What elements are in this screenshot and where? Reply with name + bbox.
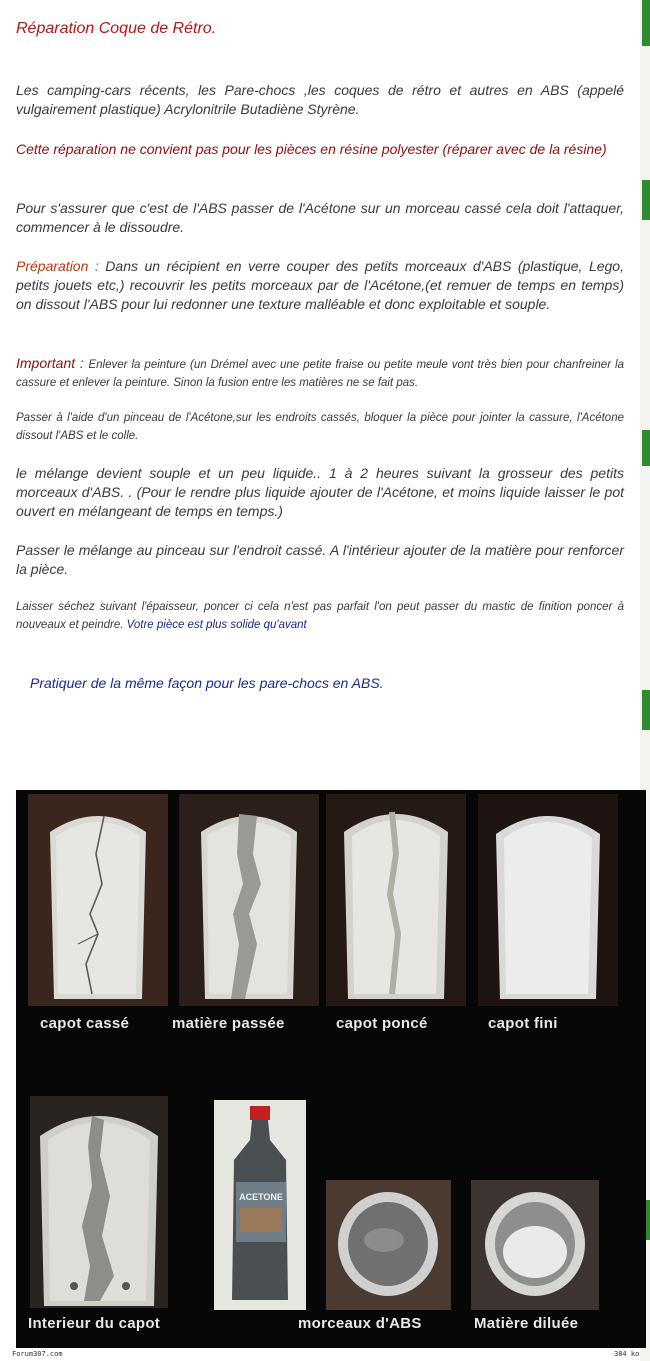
finished-cover-photo bbox=[478, 794, 618, 1006]
caption-abs-pieces: morceaux d'ABS bbox=[298, 1315, 422, 1332]
brush-paragraph: Passer à l'aide d'un pinceau de l'Acétone,sur les endroits cassés, bloquer la pièce pour jointer la cassure, l'Acétone dissout l'ABS et le colle. bbox=[16, 412, 624, 442]
caption-sanded-cover: capot poncé bbox=[336, 1015, 428, 1032]
mix-paragraph: le mélange devient souple et un peu liquide.. 1 à 2 heures suivant la grosseur des petits morceaux d'ABS. . (Pour le rendre plus liquide ajouter de l'Acétone, et moins liquide laisser le pot ouvert en mélangeant de temps en temps.) bbox=[16, 465, 624, 519]
footer-size: 384 ko bbox=[614, 1350, 640, 1358]
edge-tab bbox=[642, 690, 650, 730]
caption-broken-cover: capot cassé bbox=[40, 1015, 130, 1032]
bottle-label-text: ACETONE bbox=[239, 1192, 283, 1202]
sanded-cover-photo bbox=[326, 794, 466, 1006]
apply-paragraph: Passer le mélange au pinceau sur l'endroit cassé. A l'intérieur ajouter de la matière pour renforcer la pièce. bbox=[16, 542, 624, 577]
caption-material-applied: matière passée bbox=[172, 1015, 285, 1032]
acetone-bottle-photo bbox=[214, 1100, 306, 1310]
caption-diluted-material: Matière diluée bbox=[474, 1315, 579, 1332]
abs-pieces-photo bbox=[326, 1180, 451, 1310]
page-title: Réparation Coque de Rétro. bbox=[16, 20, 217, 37]
preparation-label: Préparation : bbox=[16, 258, 106, 274]
photo-panel bbox=[16, 790, 646, 1348]
edge-tab bbox=[642, 0, 650, 46]
warning-paragraph: Cette réparation ne convient pas pour les pièces en résine polyester (réparer avec de la résine) bbox=[16, 141, 607, 157]
edge-tab bbox=[642, 180, 650, 220]
important-label: Important : bbox=[16, 355, 89, 371]
preparation-text: Dans un récipient en verre couper des petits morceaux d'ABS (plastique, Lego, petits jouets etc,) recouvrir les petits morceaux par de l'Acétone,(et remuer de temps en temps) on dissout l'ABS pour lui redonner une texture malléable et donc exploitable et souple. bbox=[16, 258, 624, 312]
dry-text: Laisser séchez suivant l'épaisseur, poncer ci cela n'est pas parfait l'on peut passer du mastic de finition poncer à nouveaux et peindre. bbox=[16, 601, 624, 631]
dry-highlight: Votre pièce est plus solide qu'avant bbox=[126, 619, 307, 631]
caption-finished-cover: capot fini bbox=[488, 1015, 558, 1032]
footer-source: Forum307.com bbox=[12, 1350, 63, 1358]
dry-paragraph bbox=[16, 598, 624, 634]
edge-tab bbox=[642, 430, 650, 466]
diluted-material-photo bbox=[471, 1180, 599, 1310]
broken-cover-photo bbox=[28, 794, 168, 1006]
important-paragraph bbox=[16, 354, 624, 392]
preparation-paragraph bbox=[16, 257, 624, 314]
check-paragraph: Pour s'assurer que c'est de l'ABS passer de l'Acétone sur un morceau cassé cela doit l'attaquer, commencer à le dissoudre. bbox=[16, 200, 624, 235]
material-applied-photo bbox=[179, 794, 319, 1006]
caption-cover-interior: Interieur du capot bbox=[28, 1315, 161, 1332]
important-text: Enlever la peinture (un Drémel avec une petite fraise ou petite meule vont très bien pour chanfreiner la cassure et enlever la peinture. Sinon la fusion entre les matières ne se fait pas. bbox=[16, 359, 624, 389]
practice-paragraph: Pratiquer de la même façon pour les pare-chocs en ABS. bbox=[30, 675, 384, 691]
intro-paragraph: Les camping-cars récents, les Pare-chocs ,les coques de rétro et autres en ABS (appelé vulgairement plastique) Acrylonitrile Butadiène Styrène. bbox=[16, 82, 624, 117]
cover-interior-photo bbox=[30, 1096, 168, 1308]
